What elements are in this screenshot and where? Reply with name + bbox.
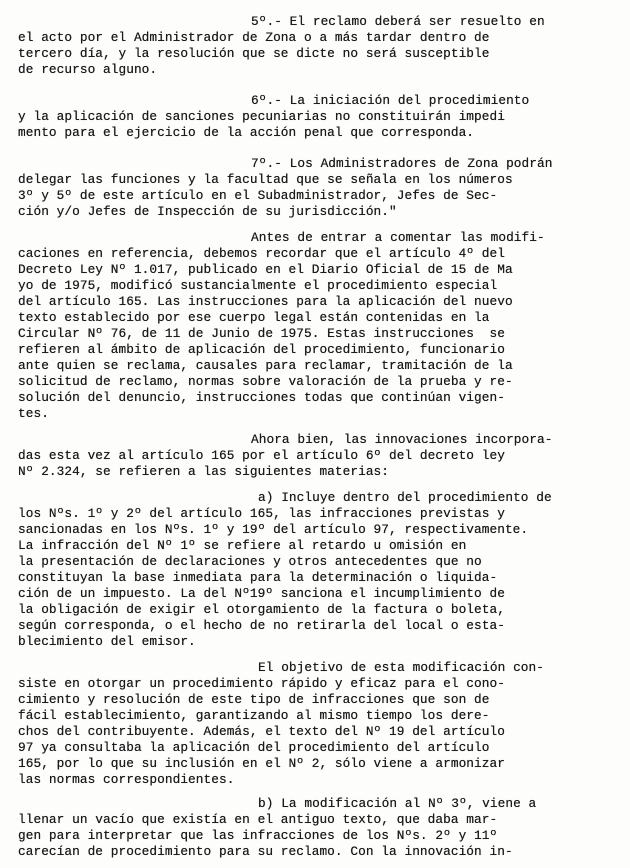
text-line: la presentación de declaraciones y otros antecedentes que no bbox=[18, 554, 482, 569]
text-line: carecían de procedimiento para su reclamo. Con la innovación in- bbox=[18, 844, 513, 859]
text-line: Decreto Ley Nº 1.017, publicado en el Diario Oficial de 15 de Ma bbox=[18, 262, 513, 277]
text-line: los Nºs. 1º y 2º del artículo 165, las infracciones previstas y bbox=[18, 506, 505, 521]
text-line: las normas correspondientes. bbox=[18, 772, 235, 787]
text-line: el acto por el Administrador de Zona o a más tardar dentro de bbox=[18, 30, 490, 45]
text-line: caciones en referencia, debemos recordar que el artículo 4º del bbox=[18, 246, 505, 261]
text-line: Circular Nº 76, de 11 de Junio de 1975. Estas instrucciones se bbox=[18, 326, 505, 341]
text-line: 165, por lo que su inclusión en el Nº 2, sólo viene a armonizar bbox=[18, 756, 505, 771]
text-line: ción de un impuesto. La del Nº19º sanciona el incumplimiento de bbox=[18, 586, 505, 601]
text-line: Nº 2.324, se refieren a las siguientes materias: bbox=[18, 464, 390, 479]
text-line: gen para interpretar que las infracciones de los Nºs. 2º y 11º bbox=[18, 828, 498, 843]
text-line: 7º.- Los Administradores de Zona podrán bbox=[251, 156, 553, 171]
text-line: yo de 1975, modificó sustancialmente el procedimiento especial bbox=[18, 278, 498, 293]
text-line: Ahora bien, las innovaciones incorpora- bbox=[251, 432, 553, 447]
text-line: delegar las funciones y la facultad que se señala en los números bbox=[18, 172, 513, 187]
text-line: tercero día, y la resolución que se dicte no será susceptible bbox=[18, 46, 490, 61]
text-line: chos del contribuyente. Además, el texto del Nº 19 del artículo bbox=[18, 724, 505, 739]
text-line: La infracción del Nº 1º se refiere al retardo u omisión en bbox=[18, 538, 467, 553]
text-line: cimiento y resolución de este tipo de infracciones que son de bbox=[18, 692, 490, 707]
text-line: a) Incluye dentro del procedimiento de bbox=[258, 490, 552, 505]
text-line: la obligación de exigir el otorgamiento de la factura o boleta, bbox=[18, 602, 505, 617]
text-line: solución del denuncio, instrucciones todas que continúan vigen- bbox=[18, 390, 505, 405]
text-line: ante quien se reclama, causales para reclamar, tramitación de la bbox=[18, 358, 513, 373]
text-line: 97 ya consultaba la aplicación del procedimiento del artículo bbox=[18, 740, 490, 755]
text-line: refieren al ámbito de aplicación del procedimiento, funcionario bbox=[18, 342, 505, 357]
text-line: 5º.- El reclamo deberá ser resuelto en bbox=[251, 14, 545, 29]
text-line: El objetivo de esta modificación con- bbox=[258, 660, 544, 675]
text-line: das esta vez al artículo 165 por el artículo 6º del decreto ley bbox=[18, 448, 505, 463]
text-line: blecimiento del emisor. bbox=[18, 634, 196, 649]
text-line: sancionadas en los Nºs. 1º y 19º del artículo 97, respectivamente. bbox=[18, 522, 529, 537]
text-line: y la aplicación de sanciones pecuniarias no constituirán impedi bbox=[18, 109, 505, 124]
text-line: texto establecido por ese cuerpo legal están contenidas en la bbox=[18, 310, 490, 325]
text-line: del artículo 165. Las instrucciones para la aplicación del nuevo bbox=[18, 294, 513, 309]
text-line: de recurso alguno. bbox=[18, 62, 158, 77]
text-line: tes. bbox=[18, 406, 49, 421]
text-line: mento para el ejercicio de la acción penal que corresponda. bbox=[18, 125, 475, 140]
text-line: 6º.- La iniciación del procedimiento bbox=[251, 93, 530, 108]
text-line: fácil establecimiento, garantizando al mismo tiempo los dere- bbox=[18, 708, 490, 723]
text-line: b) La modificación al Nº 3º, viene a bbox=[258, 796, 537, 811]
text-line: solicitud de reclamo, normas sobre valoración de la prueba y re- bbox=[18, 374, 513, 389]
text-line: Antes de entrar a comentar las modifi- bbox=[251, 230, 545, 245]
text-line: constituyan la base inmediata para la determinación o liquida- bbox=[18, 570, 498, 585]
text-line: ción y/o Jefes de Inspección de su jurisdicción." bbox=[18, 204, 397, 219]
text-line: según corresponda, o el hecho de no retirarla del local o esta- bbox=[18, 618, 505, 633]
text-line: siste en otorgar un procedimiento rápido y eficaz para el cono- bbox=[18, 676, 505, 691]
text-line: 3º y 5º de este artículo en el Subadministrador, Jefes de Sec- bbox=[18, 188, 498, 203]
text-line: llenar un vacío que existía en el antiguo texto, que daba mar- bbox=[18, 812, 498, 827]
